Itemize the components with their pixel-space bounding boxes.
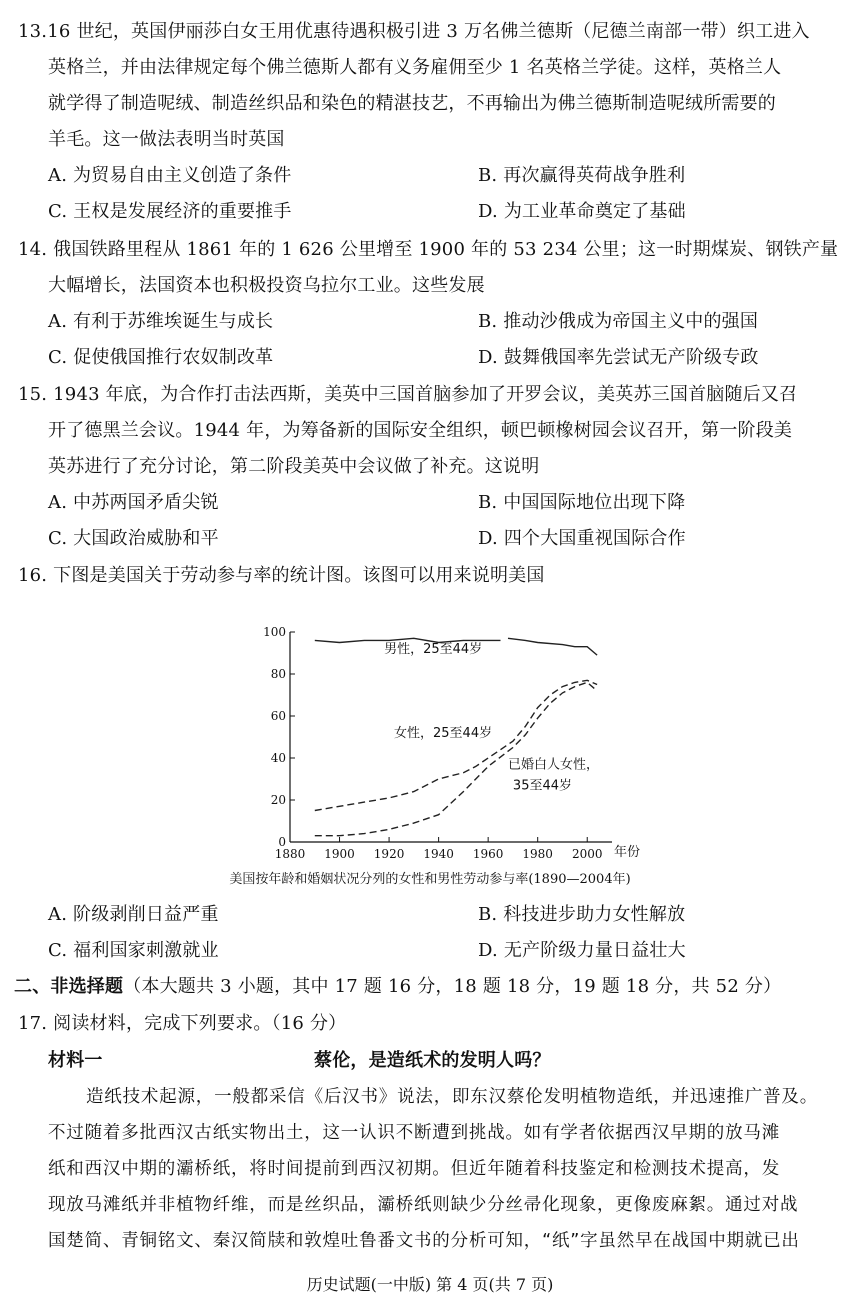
page-footer: 历史试题(一中版) 第 4 页(共 7 页) [306, 1275, 554, 1294]
y-tick-label: 80 [270, 667, 286, 681]
y-tick-label: 100 [263, 625, 286, 639]
x-tick-label: 2000 [571, 847, 603, 861]
q15-option-d: D. 四个大国重视国际合作 [478, 528, 686, 549]
q13-line-2: 英格兰，并由法律规定每个佛兰德斯人都有义务雇佣至少 1 名英格兰学徒。这样，英格兰人 [48, 57, 782, 78]
q15-option-b: B. 中国国际地位出现下降 [478, 492, 686, 513]
q14-line-1: 14. 俄国铁路里程从 1861 年的 1 626 公里增至 1900 年的 53 234 公里；这一时期煤炭、钢铁产量 [18, 239, 839, 260]
material-line-3: 纸和西汉中期的灞桥纸，将时间提前到西汉初期。但近年随着科技鉴定和检测技术提高，发 [48, 1159, 780, 1179]
series-annotation-4: 35至44岁 [512, 778, 573, 794]
section-2-description: （本大题共 3 小题，其中 17 题 16 分，18 题 18 分，19 题 18 分，共 52 分） [123, 976, 782, 997]
material-line-5: 国楚简、青铜铭文、秦汉简牍和敦煌吐鲁番文书的分析可知，“纸”字虽然早在战国中期就已出 [48, 1231, 800, 1251]
q15-line-2: 开了德黑兰会议。1944 年，为筹备新的国际安全组织，顿巴顿橡树园会议召开，第一阶段美 [48, 420, 793, 441]
q16-option-d: D. 无产阶级力量日益壮大 [478, 940, 686, 961]
series-annotation-1: 男性，25至44岁 [384, 642, 483, 657]
q14-option-a: A. 有利于苏维埃诞生与成长 [48, 311, 274, 332]
q13-option-b: B. 再次赢得英荷战争胜利 [478, 165, 686, 186]
material-line-2: 不过随着多批西汉古纸实物出土，这一认识不断遭到挑战。如有学者依据西汉早期的放马滩 [48, 1123, 780, 1143]
y-tick-label: 20 [270, 793, 286, 807]
x-tick-label: 1900 [324, 847, 355, 861]
q15-line-1: 15. 1943 年底，为合作打击法西斯，美英中三国首脑参加了开罗会议，美英苏三国首脑随后又召 [18, 384, 798, 405]
material-label: 材料一 [48, 1050, 103, 1071]
labor-participation-chart [262, 620, 642, 868]
q14-option-c: C. 促使俄国推行农奴制改革 [48, 347, 274, 368]
q13-line-3: 就学得了制造呢绒、制造丝织品和染色的精湛技艺，不再输出为佛兰德斯制造呢绒所需要的 [48, 93, 776, 114]
section-2-title: 二、非选择题 [14, 976, 124, 997]
x-tick-label: 1940 [423, 847, 454, 861]
q13-option-c: C. 王权是发展经济的重要推手 [48, 201, 292, 222]
series-line-1 [508, 638, 597, 655]
y-tick-label: 60 [270, 709, 286, 723]
q16-option-a: A. 阶级剥削日益严重 [48, 904, 219, 925]
x-tick-label: 1960 [472, 847, 504, 861]
q14-option-d: D. 鼓舞俄国率先尝试无产阶级专政 [478, 347, 759, 368]
x-tick-label: 1920 [373, 847, 405, 861]
q15-option-a: A. 中苏两国矛盾尖锐 [48, 492, 219, 513]
x-axis-label: 年份 [614, 845, 641, 860]
y-tick-label: 0 [278, 835, 286, 849]
q13-line-1: 13.16 世纪，英国伊丽莎白女王用优惠待遇积极引进 3 万名佛兰德斯（尼德兰南部一带）织工进入 [18, 21, 810, 42]
q15-option-c: C. 大国政治威胁和平 [48, 528, 219, 549]
chart-caption: 美国按年龄和婚姻状况分列的女性和男性劳动参与率(1890—2004年) [229, 872, 631, 887]
q15-line-3: 英苏进行了充分讨论，第二阶段美英中会议做了补充。这说明 [48, 456, 540, 477]
q14-option-b: B. 推动沙俄成为帝国主义中的强国 [478, 311, 759, 332]
q13-line-4: 羊毛。这一做法表明当时英国 [48, 129, 285, 150]
series-annotation-2: 女性，25至44岁 [394, 726, 493, 741]
material-title: 蔡伦，是造纸术的发明人吗？ [314, 1050, 551, 1071]
q14-line-2: 大幅增长，法国资本也积极投资乌拉尔工业。这些发展 [48, 275, 485, 296]
x-tick-label: 1880 [274, 847, 306, 861]
q16-option-b: B. 科技进步助力女性解放 [478, 904, 686, 925]
material-line-1: 造纸技术起源，一般都采信《后汉书》说法，即东汉蔡伦发明植物造纸，并迅速推广普及。 [86, 1087, 818, 1107]
material-line-4: 现放马滩纸并非植物纤维，而是丝织品，灞桥纸则缺少分丝帚化现象，更像废麻絮。通过对战 [48, 1195, 799, 1215]
q16-line-1: 16. 下图是美国关于劳动参与率的统计图。该图可以用来说明美国 [18, 565, 545, 586]
q13-option-d: D. 为工业革命奠定了基础 [478, 201, 686, 222]
q13-option-a: A. 为贸易自由主义创造了条件 [48, 165, 292, 186]
q17-head: 17. 阅读材料，完成下列要求。（16 分） [18, 1013, 347, 1034]
section-2-heading [14, 975, 781, 999]
series-annotation-3: 已婚白人女性， [507, 757, 599, 773]
q16-option-c: C. 福利国家刺激就业 [48, 940, 219, 961]
x-tick-label: 1980 [522, 847, 553, 861]
y-tick-label: 40 [270, 751, 286, 765]
